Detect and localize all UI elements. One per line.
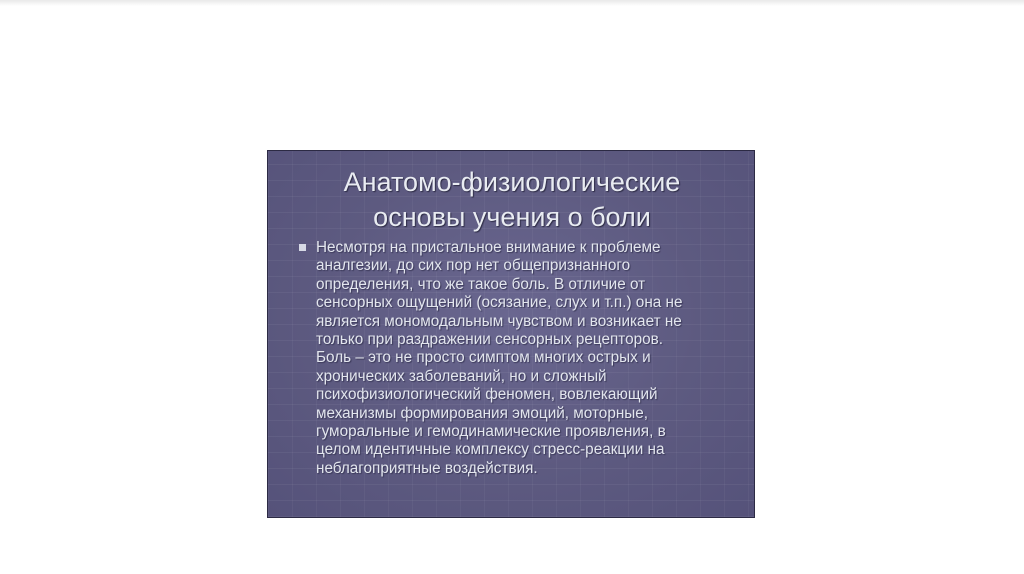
bullet-text-line: неблагоприятные воздействия. [316,459,538,477]
slide-title-line: основы учения о боли [373,202,651,232]
slide-title [268,165,755,235]
bullet-text-line: гуморальные и гемодинамические проявления, в [316,423,666,441]
bullet-text-line: является мономодальным чувством и возникает не [316,312,682,330]
bullet-text-line: аналгезии, до сих пор нет общепризнанного [316,257,631,275]
bullet-text-line: хронических заболеваний, но и сложный [316,367,607,385]
bullet-text-line: Несмотря на пристальное внимание к проблеме [316,239,661,256]
slide-title-line: Анатомо-физиологические [343,167,681,197]
bullet-text-line: определения, что же такое боль. В отличие от [316,275,646,293]
bullet-item [298,239,723,478]
slide [267,150,755,518]
bullet-text-line: механизмы формирования эмоций, моторные, [316,404,649,422]
bullet-text-line: сенсорных ощущений (осязание, слух и т.п.) она не [316,294,683,312]
bullet-text-line: психофизиологический феномен, вовлекающий [316,386,658,404]
bullet-list [298,239,723,478]
bullet-text-line: только при раздражении сенсорных рецепторов. [316,331,664,349]
bullet-text-line: целом идентичные комплексу стресс-реакции на [316,441,665,459]
top-shade [0,0,1024,6]
square-bullet-icon [299,244,306,251]
bullet-text-line: Боль – это не просто симптом многих острых и [316,349,651,367]
